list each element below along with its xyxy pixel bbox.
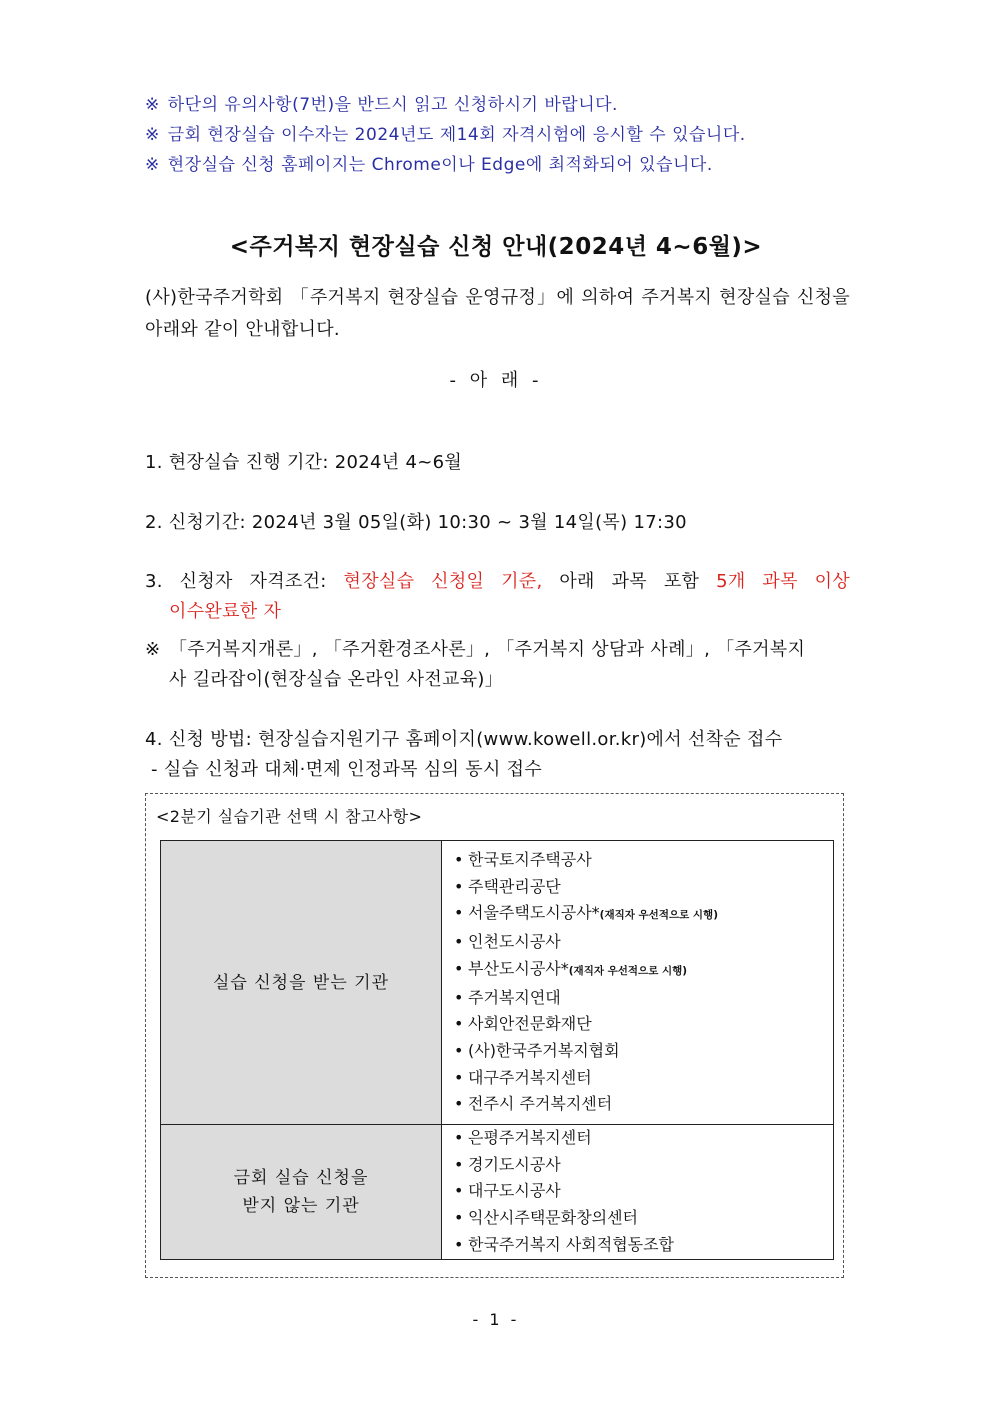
list-item (454, 1065, 821, 1092)
list-item (454, 929, 821, 956)
eligibility-middle: 아래 과목 포함 (542, 571, 717, 592)
reference-mark: ※ (145, 155, 160, 175)
not-accepting-label-cell (161, 1125, 442, 1260)
subjects-line (145, 635, 850, 665)
list-item (454, 1011, 821, 1038)
bullet: • (454, 1094, 464, 1114)
list-item (454, 1152, 821, 1179)
eligibility-highlight-count: 5개 과목 이상 (716, 571, 850, 592)
bullet: • (454, 1154, 464, 1174)
accepting-label: 실습 신청을 받는 기관 (212, 972, 389, 993)
reference-box-caption: <2분기 실습기관 선택 시 참고사항> (156, 807, 423, 826)
table-row (161, 841, 834, 1125)
subjects-text-continued: 사 길라잡이(현장실습 온라인 사전교육)」 (169, 669, 504, 690)
reference-mark: ※ (145, 95, 160, 115)
list-item (454, 1125, 821, 1152)
bullet: • (454, 987, 464, 1007)
institution-name: 부산도시공사* (468, 958, 569, 978)
page-number: - 1 - (472, 1310, 520, 1329)
institution-name: 한국토지주택공사 (468, 850, 592, 869)
not-accepting-label-continued: 받지 않는 기관 (242, 1195, 360, 1216)
notice-line (145, 90, 618, 115)
bullet: • (454, 1067, 464, 1087)
bullet: • (454, 1208, 464, 1228)
institution-name: 한국주거복지 사회적협동조합 (468, 1234, 675, 1254)
institution-name: (사)한국주거복지협회 (468, 1040, 620, 1060)
bullet: • (454, 1181, 464, 1201)
not-accepting-list (454, 1125, 821, 1259)
eligibility-completion: 이수완료한 자 (169, 601, 282, 622)
list-item (454, 1232, 821, 1259)
bullet: • (454, 958, 464, 978)
eligibility-highlight: 현장실습 신청일 기준, (343, 571, 543, 592)
notice-line (145, 150, 713, 175)
list-item (454, 1178, 821, 1205)
accepting-list (454, 847, 821, 1118)
intro-paragraph: (사)한국주거학회 「주거복지 현장실습 운영규정」에 의하여 주거복지 현장실습 신청을 아래와 같이 안내합니다. (145, 287, 850, 340)
table-row (161, 1125, 834, 1260)
subjects-text: 「주거복지개론」, 「주거환경조사론」, 「주거복지 상담과 사례」, 「주거복지 (169, 639, 806, 660)
notice-line (145, 120, 746, 145)
list-item (454, 847, 821, 874)
institution-name: 대구주거복지센터 (468, 1067, 592, 1087)
item-application-period: 2. 신청기간: 2024년 3월 05일(화) 10:30 ~ 3월 14일(목) 17:30 (145, 512, 687, 533)
institution-name: 사회안전문화재단 (468, 1014, 592, 1034)
institution-name: 대구도시공사 (468, 1181, 561, 1201)
institution-name: 은평주거복지센터 (468, 1128, 592, 1148)
list-item (454, 956, 821, 985)
item-period: 1. 현장실습 진행 기간: 2024년 4~6월 (145, 452, 463, 473)
institution-name: 익산시주택문화창의센터 (468, 1208, 639, 1228)
eligibility-line (145, 567, 850, 597)
not-accepting-list-cell (442, 1125, 834, 1260)
bullet: • (454, 932, 464, 952)
item-eligibility (145, 567, 850, 627)
bullet: • (454, 1128, 464, 1148)
method-text: 4. 신청 방법: 현장실습지원기구 홈페이지(www.kowell.or.kr)에서 선착순 접수 (145, 729, 783, 750)
notice-text: 현장실습 신청 홈페이지는 Chrome이나 Edge에 최적화되어 있습니다. (167, 155, 713, 175)
list-item (454, 1091, 821, 1118)
institution-name: 주택관리공단 (468, 876, 561, 896)
list-item (454, 1205, 821, 1232)
institution-table (160, 840, 834, 1260)
bullet: • (454, 850, 464, 869)
list-item (454, 900, 821, 929)
list-item (454, 985, 821, 1012)
accepting-list-cell (442, 841, 834, 1125)
institution-name: 전주시 주거복지센터 (468, 1094, 613, 1114)
bullet: • (454, 1040, 464, 1060)
not-accepting-label: 금회 실습 신청을 (233, 1167, 369, 1188)
institution-note: (재직자 우선적으로 시행) (568, 964, 688, 977)
item-method (145, 725, 850, 785)
list-item (454, 874, 821, 901)
accepting-label-cell (161, 841, 442, 1125)
institution-note: (재직자 우선적으로 시행) (599, 909, 718, 922)
notice-text: 하단의 유의사항(7번)을 반드시 읽고 신청하시기 바랍니다. (167, 95, 618, 115)
institution-name: 주거복지연대 (468, 987, 561, 1007)
section-marker: - 아 래 - (449, 370, 543, 391)
bullet: • (454, 1014, 464, 1034)
institution-name: 서울주택도시공사* (468, 903, 600, 923)
document-title: <주거복지 현장실습 신청 안내(2024년 4~6월)> (229, 234, 763, 260)
institution-name: 인천도시공사 (468, 932, 561, 952)
list-item (454, 1038, 821, 1065)
method-subtext: - 실습 신청과 대체·면제 인정과목 심의 동시 접수 (151, 759, 543, 780)
bullet: • (454, 876, 464, 896)
bullet: • (454, 903, 464, 923)
bullet: • (454, 1234, 464, 1254)
required-subjects (145, 635, 850, 695)
eligibility-prefix: 3. 신청자 자격조건: (145, 571, 344, 592)
reference-mark: ※ (145, 639, 161, 660)
reference-box (145, 793, 844, 1278)
reference-mark: ※ (145, 125, 160, 145)
institution-name: 경기도시공사 (468, 1154, 561, 1174)
notice-text: 금회 현장실습 이수자는 2024년도 제14회 자격시험에 응시할 수 있습니다. (167, 125, 746, 145)
